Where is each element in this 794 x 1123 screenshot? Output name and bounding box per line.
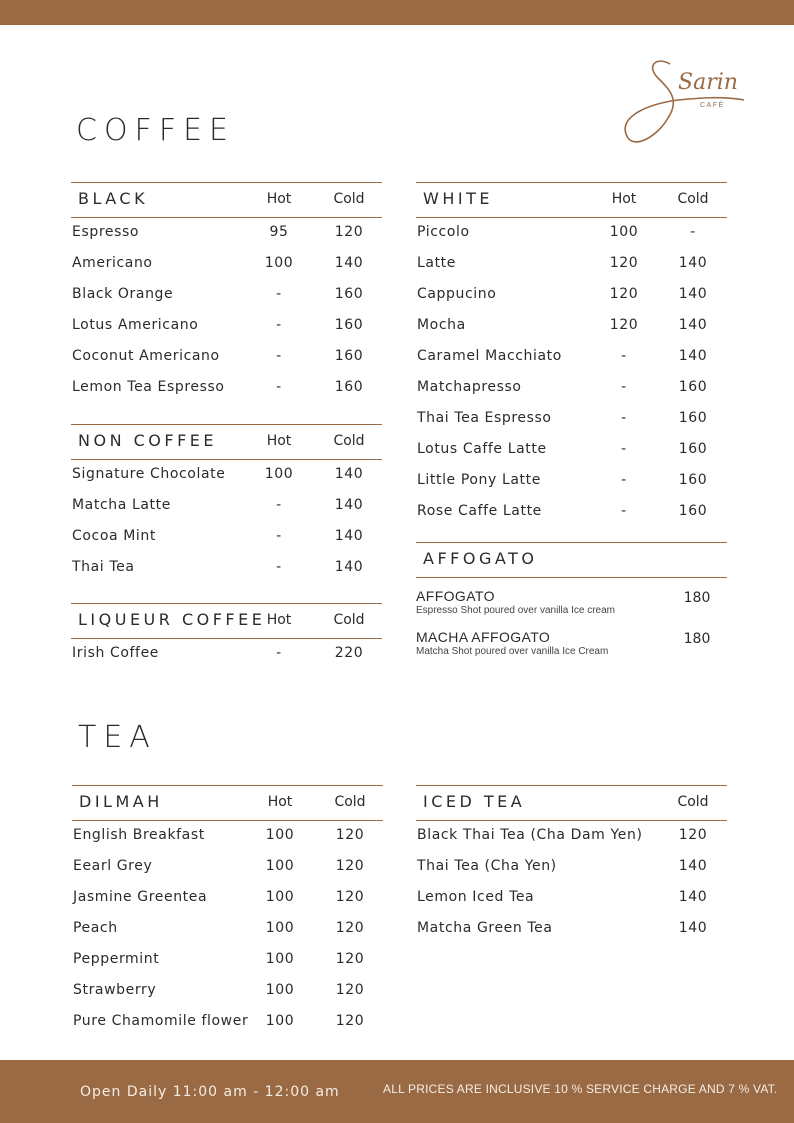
menu-row (71, 639, 382, 670)
menu-row (71, 553, 382, 584)
menu-row (416, 249, 727, 280)
cold-price: 140 (334, 255, 364, 271)
logo-subtext: CAFÉ (700, 102, 725, 109)
white-title: WHITE (423, 189, 493, 208)
hot-price: 100 (265, 982, 295, 998)
price-note: ALL PRICES ARE INCLUSIVE 10 % SERVICE CHARGE AND 7 % VAT. (383, 1082, 778, 1096)
menu-row (72, 945, 383, 976)
cold-price: 160 (678, 410, 708, 426)
item-name: Lotus Caffe Latte (417, 441, 547, 457)
menu-row (71, 249, 382, 280)
hot-price: 95 (269, 224, 289, 240)
item-name: AFFOGATO (416, 588, 495, 604)
item-name: Signature Chocolate (72, 466, 226, 482)
cold-column-header: Cold (677, 794, 709, 810)
menu-row (416, 311, 727, 342)
hot-price: 100 (265, 827, 295, 843)
menu-row (416, 218, 727, 249)
menu-row (71, 311, 382, 342)
menu-row (72, 976, 383, 1007)
cold-price: 120 (678, 827, 708, 843)
item-name: Thai Tea (Cha Yen) (417, 858, 557, 874)
hot-price: 100 (264, 255, 294, 271)
menu-row (72, 821, 383, 852)
white-menu-block (416, 182, 727, 528)
logo-text: Sarin (678, 70, 738, 95)
affogato-title: AFFOGATO (423, 549, 538, 568)
hot-price: - (621, 503, 627, 519)
item-name: Thai Tea (72, 559, 135, 575)
item-price: 180 (683, 590, 711, 606)
cold-price: 120 (334, 224, 364, 240)
item-name: Lemon Tea Espresso (72, 379, 225, 395)
hot-price: - (276, 645, 282, 661)
item-name: Espresso (72, 224, 140, 240)
cold-column-header: Cold (333, 433, 365, 449)
menu-row (71, 373, 382, 404)
hot-price: - (621, 472, 627, 488)
hot-price: - (276, 528, 282, 544)
menu-row (72, 852, 383, 883)
liqueur-coffee-menu-block (71, 603, 382, 670)
black-title: BLACK (78, 189, 149, 208)
hot-price: 120 (609, 255, 639, 271)
item-name: Cocoa Mint (72, 528, 156, 544)
item-name: Coconut Americano (72, 348, 220, 364)
cold-price: 140 (678, 858, 708, 874)
hot-price: - (621, 410, 627, 426)
hot-price: 100 (265, 889, 295, 905)
iced-tea-title: ICED TEA (423, 792, 526, 811)
iced-tea-menu-block (416, 785, 727, 945)
item-name: English Breakfast (73, 827, 205, 843)
black-menu-block (71, 182, 382, 404)
menu-row (71, 218, 382, 249)
cold-column-header: Cold (334, 794, 366, 810)
non-coffee-menu-block (71, 424, 382, 584)
hot-column-header: Hot (266, 433, 292, 449)
dilmah-header (72, 785, 383, 821)
cold-price: 120 (335, 1013, 365, 1029)
item-name: Little Pony Latte (417, 472, 541, 488)
affogato-menu-block (416, 542, 727, 578)
item-name: Pure Chamomile flower (73, 1013, 249, 1029)
item-name: Rose Caffe Latte (417, 503, 542, 519)
hot-column-header: Hot (267, 794, 293, 810)
non-coffee-header (71, 424, 382, 460)
cold-price: 140 (678, 286, 708, 302)
menu-row (416, 280, 727, 311)
hot-price: 100 (265, 951, 295, 967)
hot-price: - (621, 441, 627, 457)
menu-row (416, 497, 727, 528)
top-accent-bar (0, 0, 794, 25)
menu-row (416, 914, 727, 945)
menu-row (71, 522, 382, 553)
cold-price: - (690, 224, 696, 240)
hot-column-header: Hot (266, 612, 292, 628)
cafe-logo (618, 56, 748, 156)
iced-tea-header (416, 785, 727, 821)
cold-price: 160 (678, 441, 708, 457)
cold-price: 140 (334, 559, 364, 575)
hot-price: - (621, 348, 627, 364)
item-name: Black Orange (72, 286, 174, 302)
menu-row (72, 1007, 383, 1038)
menu-row (416, 821, 727, 852)
item-name: Americano (72, 255, 153, 271)
cold-price: 160 (334, 379, 364, 395)
cold-price: 120 (335, 920, 365, 936)
dilmah-menu-block (72, 785, 383, 1038)
hot-price: - (276, 497, 282, 513)
cold-price: 140 (334, 466, 364, 482)
cold-price: 120 (335, 889, 365, 905)
cold-price: 140 (678, 348, 708, 364)
item-name: Latte (417, 255, 456, 271)
hot-price: - (276, 348, 282, 364)
hot-column-header: Hot (266, 191, 292, 207)
hot-price: 100 (265, 920, 295, 936)
hot-price: - (621, 379, 627, 395)
hot-column-header: Hot (611, 191, 637, 207)
hot-price: - (276, 379, 282, 395)
menu-row (416, 466, 727, 497)
item-description: Espresso Shot poured over vanilla Ice cream (416, 605, 615, 616)
footer-bar (0, 1060, 794, 1123)
hot-price: 120 (609, 286, 639, 302)
item-name: Black Thai Tea (Cha Dam Yen) (417, 827, 643, 843)
affogato-header (416, 542, 727, 578)
cold-price: 160 (334, 317, 364, 333)
hot-price: 100 (265, 1013, 295, 1029)
item-name: Peach (73, 920, 118, 936)
item-name: Piccolo (417, 224, 470, 240)
cold-column-header: Cold (333, 191, 365, 207)
dilmah-title: DILMAH (79, 792, 163, 811)
opening-hours: Open Daily 11:00 am - 12:00 am (80, 1084, 340, 1100)
item-name: Mocha (417, 317, 466, 333)
cold-price: 120 (335, 858, 365, 874)
tea-section-title: TEA (78, 720, 157, 755)
black-header (71, 182, 382, 218)
item-name: Caramel Macchiato (417, 348, 562, 364)
menu-row (416, 852, 727, 883)
cold-price: 140 (678, 920, 708, 936)
menu-row (72, 883, 383, 914)
cold-price: 120 (335, 982, 365, 998)
affogato-item (416, 588, 727, 624)
hot-price: - (276, 317, 282, 333)
menu-row (416, 435, 727, 466)
cold-price: 160 (334, 286, 364, 302)
cold-price: 160 (678, 503, 708, 519)
item-name: Matcha Latte (72, 497, 171, 513)
hot-price: - (276, 559, 282, 575)
coffee-section-title: COFFEE (76, 113, 235, 148)
cold-price: 220 (334, 645, 364, 661)
item-name: Lotus Americano (72, 317, 199, 333)
menu-row (416, 883, 727, 914)
menu-row (416, 342, 727, 373)
item-name: Eearl Grey (73, 858, 153, 874)
hot-price: 100 (264, 466, 294, 482)
cold-price: 140 (334, 528, 364, 544)
cold-column-header: Cold (333, 612, 365, 628)
item-name: Irish Coffee (72, 645, 160, 661)
item-name: MACHA AFFOGATO (416, 629, 551, 645)
non-coffee-title: NON COFFEE (78, 431, 218, 450)
liqueur-coffee-header (71, 603, 382, 639)
cold-price: 160 (678, 472, 708, 488)
item-name: Jasmine Greentea (73, 889, 208, 905)
cold-column-header: Cold (677, 191, 709, 207)
item-name: Matcha Green Tea (417, 920, 553, 936)
item-name: Peppermint (73, 951, 160, 967)
item-name: Matchapresso (417, 379, 522, 395)
cold-price: 120 (335, 827, 365, 843)
hot-price: - (276, 286, 282, 302)
cold-price: 140 (334, 497, 364, 513)
cold-price: 140 (678, 255, 708, 271)
menu-row (71, 491, 382, 522)
item-name: Thai Tea Espresso (417, 410, 552, 426)
hot-price: 100 (265, 858, 295, 874)
item-description: Matcha Shot poured over vanilla Ice Cream (416, 646, 609, 657)
menu-row (416, 373, 727, 404)
item-price: 180 (683, 631, 711, 647)
hot-price: 120 (609, 317, 639, 333)
cold-price: 120 (335, 951, 365, 967)
menu-row (416, 404, 727, 435)
menu-row (71, 342, 382, 373)
menu-row (71, 460, 382, 491)
cold-price: 140 (678, 889, 708, 905)
cold-price: 160 (334, 348, 364, 364)
cold-price: 140 (678, 317, 708, 333)
item-name: Lemon Iced Tea (417, 889, 535, 905)
menu-row (71, 280, 382, 311)
affogato-item (416, 629, 727, 665)
liqueur-coffee-title: LIQUEUR COFFEE (78, 610, 266, 629)
hot-price: 100 (609, 224, 639, 240)
item-name: Strawberry (73, 982, 157, 998)
cold-price: 160 (678, 379, 708, 395)
item-name: Cappucino (417, 286, 497, 302)
menu-row (72, 914, 383, 945)
white-header (416, 182, 727, 218)
